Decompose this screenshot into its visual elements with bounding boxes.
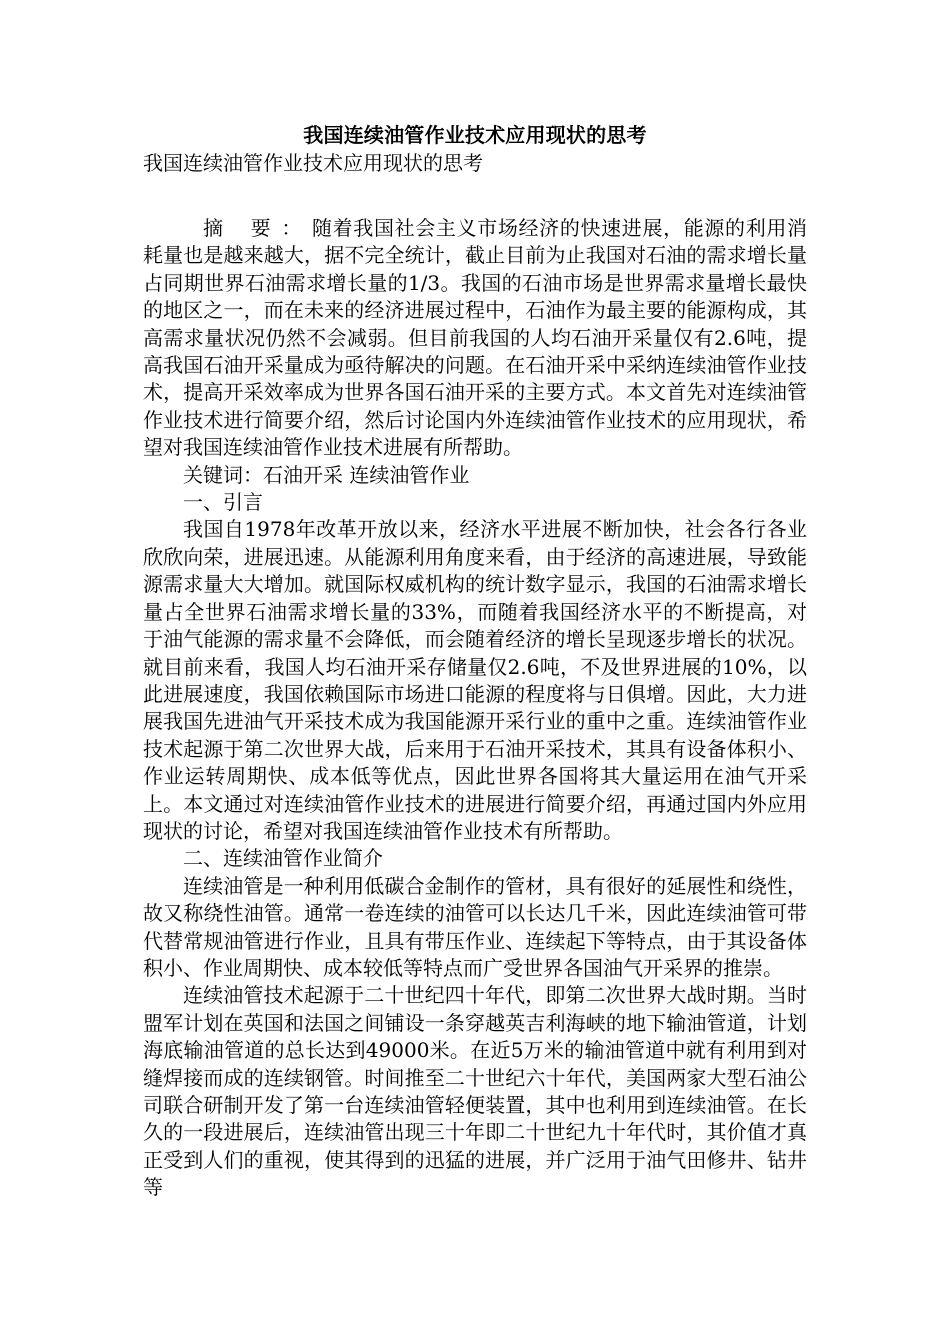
document-subtitle: 我国连续油管作业技术应用现状的思考 (143, 151, 483, 175)
section-heading-introduction: 一、引言 (183, 490, 263, 515)
overview-paragraph-1: 连续油管是一种利用低碳合金制作的管材，具有很好的延展性和绕性，故又称绕性油管。通常一卷连续的油管可以长达几千米，因此连续油管可带代替常规油管进行作业，且具有带压作业、连续起下等特点，由于其设备体积小、作业周期快、成本较低等特点而广受世界各国油气开采界的推崇。 (143, 873, 807, 980)
overview-paragraph-2: 连续油管技术起源于二十世纪四十年代，即第二次世界大战时期。当时盟军计划在英国和法国之间铺设一条穿越英吉利海峡的地下输油管道，计划海底输油管道的总长达到49000米。在近5万米的输油管道中就有利用到对缝焊接而成的连续钢管。时间推至二十世纪六十年代，美国两家大型石油公司联合研制开发了第一台连续油管轻便装置，其中也利用到连续油管。在长久的一段进展后，连续油管出现三十年即二十世纪九十年代时，其价值才真正受到人们的重视，使其得到的迅猛的进展，并广泛用于油气田修井、钻井等 (143, 983, 807, 1200)
section-heading-overview: 二、连续油管作业简介 (183, 846, 383, 871)
document-title: 我国连续油管作业技术应用现状的思考 (303, 123, 647, 147)
document-page (143, 120, 807, 1202)
introduction-paragraph: 我国自1978年改革开放以来，经济水平进展不断加快，社会各行各业欣欣向荣，进展迅速。从能源利用角度来看，由于经济的高速进展，导致能源需求量大大增加。就国际权威机构的统计数字显示，我国的石油需求增长量占全世界石油需求增长量的33%，而随着我国经济水平的不断提高，对于油气能源的需求量不会降低，而会随着经济的增长呈现逐步增长的状况。就目前来看，我国人均石油开采存储量仅2.6吨，不及世界进展的10%，以此进展速度，我国依赖国际市场进口能源的程度将与日俱增。因此，大力进展我国先进油气开采技术成为我国能源开采行业的重中之重。连续油管作业技术起源于第二次世界大战，后来用于石油开采技术，其具有设备体积小、作业运转周期快、成本低等优点，因此世界各国将其大量运用在油气开采上。本文通过对连续油管作业技术的进展进行简要介绍，再通过国内外应用现状的讨论，希望对我国连续油管作业技术有所帮助。 (143, 517, 807, 843)
abstract-paragraph (143, 215, 807, 462)
abstract-text: 随着我国社会主义市场经济的快速进展，能源的利用消耗量也是越来越大，据不完全统计，截止目前为止我国对石油的需求增长量占同期世界石油需求增长量的1/3。我国的石油市场是世界需求量增长最快的地区之一，而在未来的经济进展过程中，石油作为最主要的能源构成，其高需求量状况仍然不会减弱。但目前我国的人均石油开采量仅有2.6吨，提高我国石油开采量成为亟待解决的问题。在石油开采中采纳连续油管作业技术，提高开采效率成为世界各国石油开采的主要方式。本文首先对连续油管作业技术进行简要介绍，然后讨论国内外连续油管作业技术的应用现状，希望对我国连续油管作业技术进展有所帮助。 (143, 216, 808, 460)
abstract-label: 摘 要： (203, 216, 312, 240)
keywords-line: 关键词：石油开采 连续油管作业 (183, 462, 470, 487)
